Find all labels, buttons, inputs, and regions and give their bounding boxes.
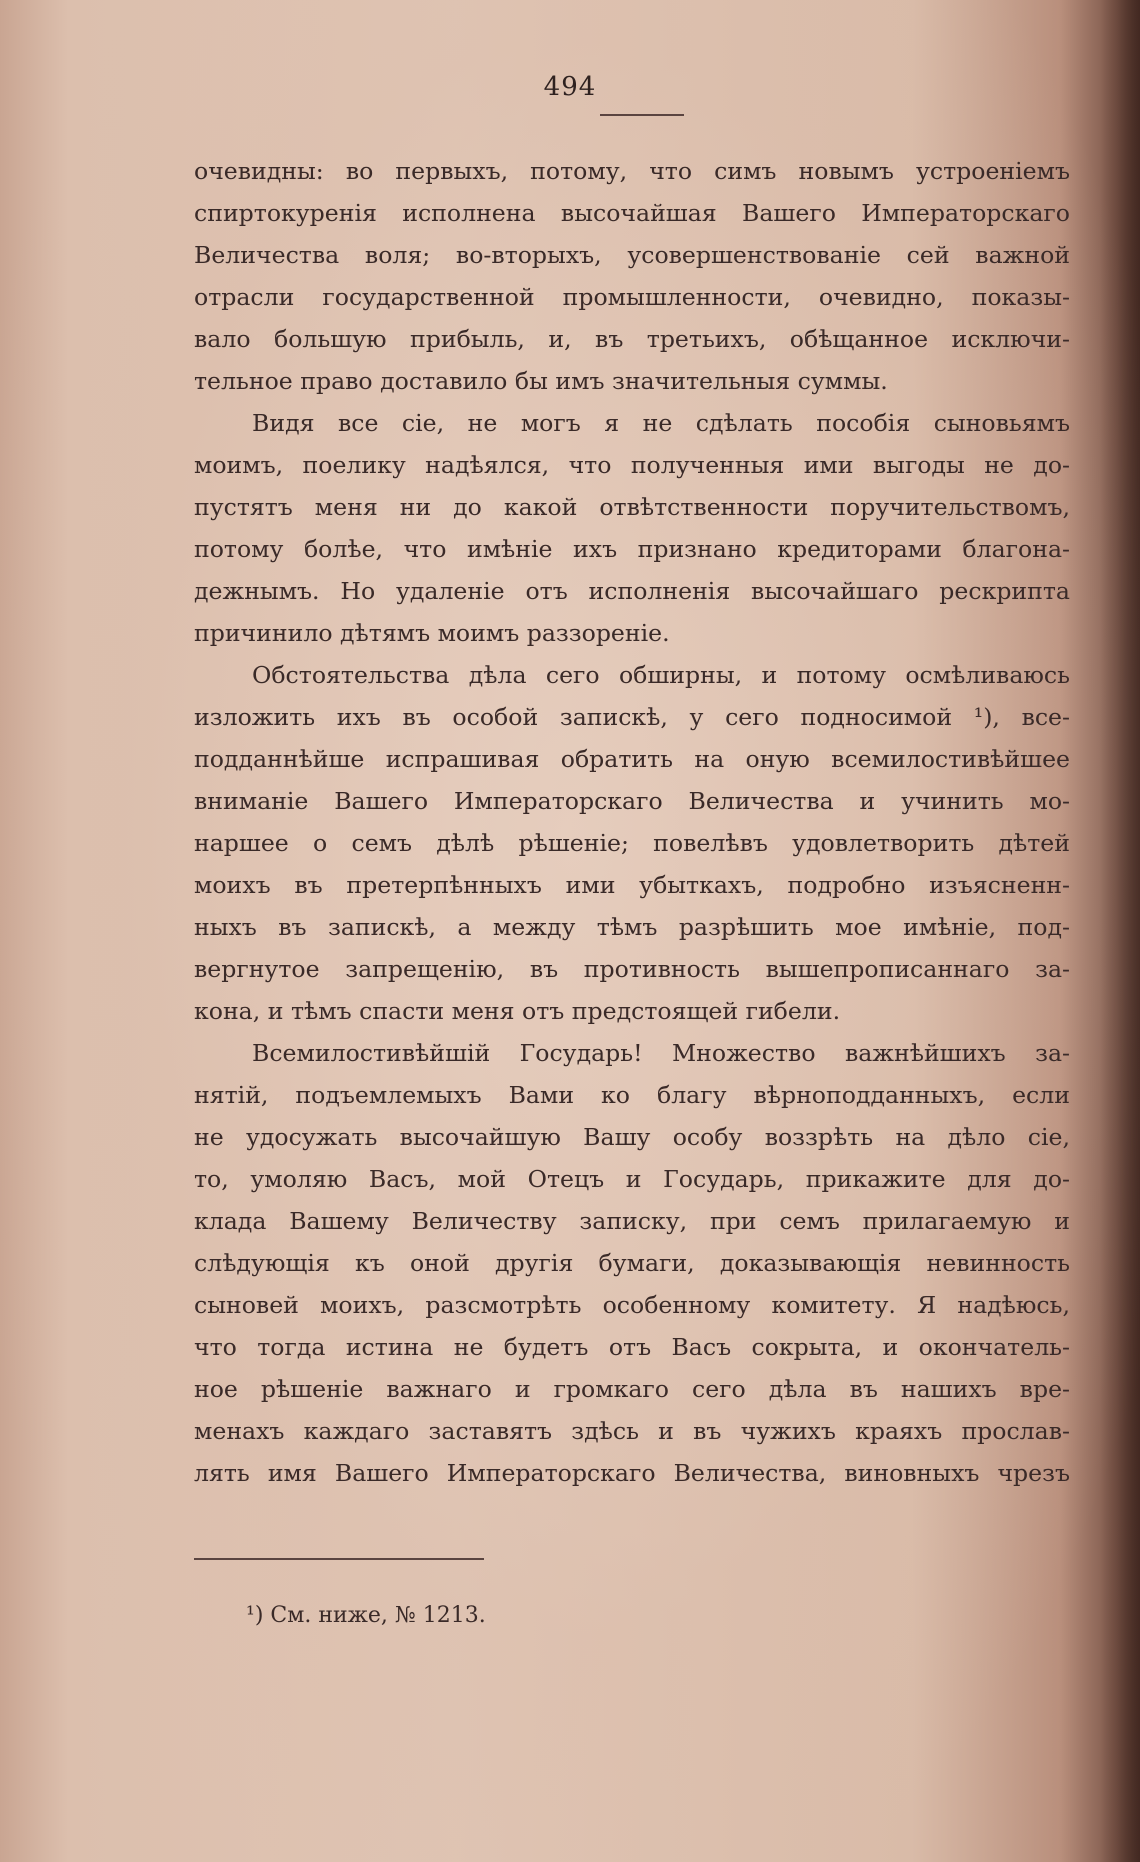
- text-line: Всемилостивѣйшій Государь! Множество важнѣйшихъ за-: [252, 1039, 1070, 1067]
- text-line: сыновей моихъ, разсмотрѣть особенному комитету. Я надѣюсь,: [194, 1291, 1070, 1319]
- body-text: [194, 150, 1070, 1494]
- text-line: тельное право доставило бы имъ значительныя суммы.: [194, 367, 888, 395]
- text-line: Видя все сіе, не могъ я не сдѣлать пособія сыновьямъ: [252, 409, 1070, 437]
- text-line: что тогда истина не будетъ отъ Васъ сокрыта, и окончатель-: [194, 1333, 1070, 1361]
- footnote-rule: [194, 1558, 484, 1560]
- text-line: слѣдующія къ оной другія бумаги, доказывающія невинность: [194, 1249, 1070, 1277]
- text-line: моимъ, поелику надѣялся, что полученныя ими выгоды не до-: [194, 451, 1070, 479]
- page-number-rule: [600, 114, 684, 116]
- text-line: ное рѣшеніе важнаго и громкаго сего дѣла въ нашихъ вре-: [194, 1375, 1070, 1403]
- text-line: ныхъ въ запискѣ, а между тѣмъ разрѣшить мое имѣніе, под-: [194, 913, 1070, 941]
- text-line: вало большую прибыль, и, въ третьихъ, обѣщанное исключи-: [194, 325, 1070, 353]
- text-line: пустятъ меня ни до какой отвѣтственности поручительствомъ,: [194, 493, 1070, 521]
- text-line: нятій, подъемлемыхъ Вами ко благу вѣрноподданныхъ, если: [194, 1081, 1070, 1109]
- footnote-text: См. ниже, № 1213.: [270, 1603, 486, 1628]
- page-edge-shadow: [1100, 0, 1140, 1862]
- text-line: очевидны: во первыхъ, потому, что симъ новымъ устроеніемъ: [194, 157, 1070, 185]
- text-line: то, умоляю Васъ, мой Отецъ и Государь, прикажите для до-: [194, 1165, 1070, 1193]
- text-line: наршее о семъ дѣлѣ рѣшеніе; повелѣвъ удовлетворить дѣтей: [194, 829, 1070, 857]
- page-number: 494: [543, 72, 597, 102]
- text-line: спиртокуренія исполнена высочайшая Вашего Императорскаго: [194, 199, 1070, 227]
- text-line: подданнѣйше испрашивая обратить на оную всемилостивѣйшее: [194, 745, 1070, 773]
- text-line: дежнымъ. Но удаленіе отъ исполненія высочайшаго рескрипта: [194, 577, 1070, 605]
- text-line: причинило дѣтямъ моимъ раззореніе.: [194, 619, 670, 647]
- text-line: клада Вашему Величеству записку, при семъ прилагаемую и: [194, 1207, 1070, 1235]
- text-line: потому болѣе, что имѣніе ихъ признано кредиторами благона-: [194, 535, 1070, 563]
- text-line: вниманіе Вашего Императорскаго Величества и учинить мо-: [194, 787, 1070, 815]
- footnote: [246, 1603, 486, 1628]
- text-line: изложить ихъ въ особой запискѣ, у сего подносимой ¹), все-: [194, 703, 1070, 731]
- footnote-marker: ¹): [246, 1603, 264, 1628]
- text-line: лять имя Вашего Императорскаго Величества, виновныхъ чрезъ: [194, 1459, 1070, 1487]
- text-line: отрасли государственной промышленности, очевидно, показы-: [194, 283, 1070, 311]
- text-line: не удосужать высочайшую Вашу особу воззрѣть на дѣло сіе,: [194, 1123, 1070, 1151]
- text-line: менахъ каждаго заставятъ здѣсь и въ чужихъ краяхъ прослав-: [194, 1417, 1070, 1445]
- text-line: вергнутое запрещенію, въ противность вышепрописаннаго за-: [194, 955, 1070, 983]
- text-line: кона, и тѣмъ спасти меня отъ предстоящей гибели.: [194, 997, 841, 1025]
- text-line: моихъ въ претерпѣнныхъ ими убыткахъ, подробно изъясненн-: [194, 871, 1070, 899]
- text-line: Обстоятельства дѣла сего обширны, и потому осмѣливаюсь: [252, 661, 1070, 689]
- text-line: Величества воля; во-вторыхъ, усовершенствованіе сей важной: [194, 241, 1070, 269]
